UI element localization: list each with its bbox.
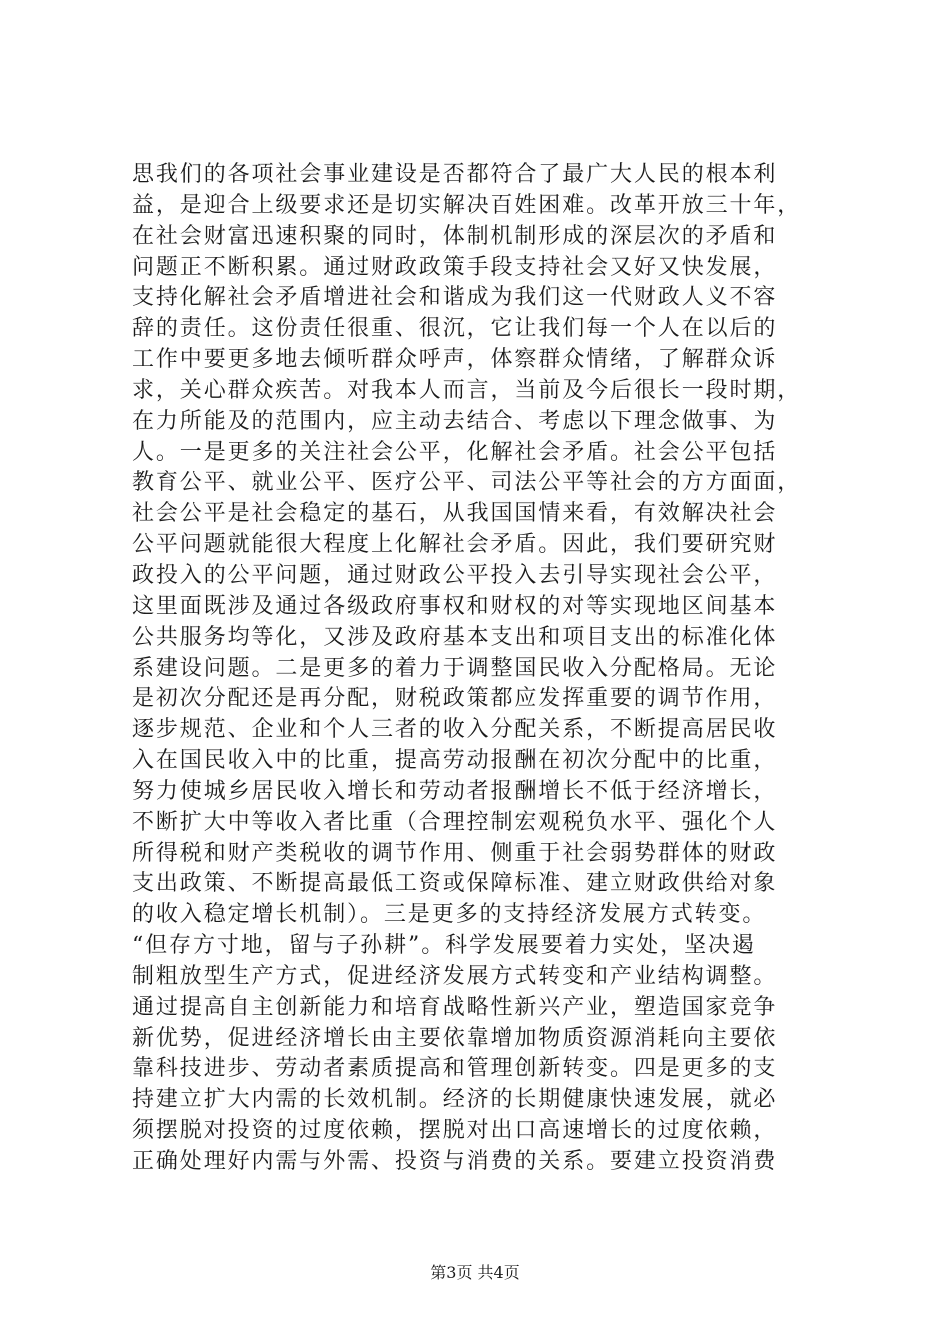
- text-line: 人。一是更多的关注社会公平，化解社会矛盾。社会公平包括: [132, 439, 778, 465]
- text-line: 支持化解社会矛盾增进社会和谐成为我们这一代财政人义不容: [132, 285, 778, 311]
- text-line: 求，关心群众疾苦。对我本人而言，当前及今后很长一段时期，: [132, 377, 802, 403]
- text-line: 在力所能及的范围内，应主动去结合、考虑以下理念做事、为: [132, 408, 778, 434]
- text-line: 持建立扩大内需的长效机制。经济的长期健康快速发展，就必: [132, 1087, 778, 1113]
- text-line: 思我们的各项社会事业建设是否都符合了最广大人民的根本利: [132, 162, 778, 187]
- text-line: 益，是迎合上级要求还是切实解决百姓困难。改革开放三十年，: [132, 192, 802, 218]
- text-line: 努力使城乡居民收入增长和劳动者报酬增长不低于经济增长，: [132, 778, 778, 804]
- text-line: 支出政策、不断提高最低工资或保障标准、建立财政供给对象: [132, 871, 778, 897]
- text-line: 制粗放型生产方式，促进经济发展方式转变和产业结构调整。: [132, 963, 778, 989]
- text-line: 的收入稳定增长机制）。三是更多的支持经济发展方式转变。: [132, 902, 767, 928]
- text-line: 公平问题就能很大程度上化解社会矛盾。因此，我们要研究财: [132, 532, 778, 558]
- text-line: 新优势，促进经济增长由主要依靠增加物质资源消耗向主要依: [132, 1025, 778, 1051]
- page-footer: 第3页 共4页: [430, 1263, 520, 1282]
- text-line: 社会公平是社会稳定的基石，从我国国情来看，有效解决社会: [132, 501, 778, 527]
- text-line: “但存方寸地，留与子孙耕”。科学发展要着力实处，坚决遏: [132, 933, 756, 959]
- text-line: 系建设问题。二是更多的着力于调整国民收入分配格局。无论: [132, 655, 778, 681]
- text-line: 靠科技进步、劳动者素质提高和管理创新转变。四是更多的支: [132, 1056, 778, 1082]
- text-line: 问题正不断积累。通过财政政策手段支持社会又好又快发展，: [132, 254, 778, 280]
- text-line: 是初次分配还是再分配，财税政策都应发挥重要的调节作用，: [132, 686, 778, 712]
- text-line: 在社会财富迅速积聚的同时，体制机制形成的深层次的矛盾和: [132, 223, 778, 249]
- text-line: 这里面既涉及通过各级政府事权和财权的对等实现地区间基本: [132, 593, 778, 619]
- text-line: 辞的责任。这份责任很重、很沉，它让我们每一个人在以后的: [132, 316, 778, 342]
- text-line: 逐步规范、企业和个人三者的收入分配关系，不断提高居民收: [132, 717, 778, 743]
- text-line: 通过提高自主创新能力和培育战略性新兴产业，塑造国家竞争: [132, 994, 778, 1020]
- text-line: 公共服务均等化，又涉及政府基本支出和项目支出的标准化体: [132, 624, 778, 650]
- text-line: 所得税和财产类税收的调节作用、侧重于社会弱势群体的财政: [132, 840, 778, 866]
- text-line: 政投入的公平问题，通过财政公平投入去引导实现社会公平，: [132, 562, 778, 588]
- text-line: 入在国民收入中的比重，提高劳动报酬在初次分配中的比重，: [132, 748, 778, 774]
- text-line: 不断扩大中等收入者比重（合理控制宏观税负水平、强化个人: [132, 809, 778, 835]
- body-paragraph: [132, 160, 832, 1178]
- text-line: 正确处理好内需与外需、投资与消费的关系。要建立投资消费: [132, 1149, 778, 1174]
- text-line: 工作中要更多地去倾听群众呼声，体察群众情绪，了解群众诉: [132, 347, 778, 373]
- text-line: 教育公平、就业公平、医疗公平、司法公平等社会的方方面面，: [132, 470, 802, 496]
- text-line: 须摆脱对投资的过度依赖，摆脱对出口高速增长的过度依赖，: [132, 1118, 778, 1144]
